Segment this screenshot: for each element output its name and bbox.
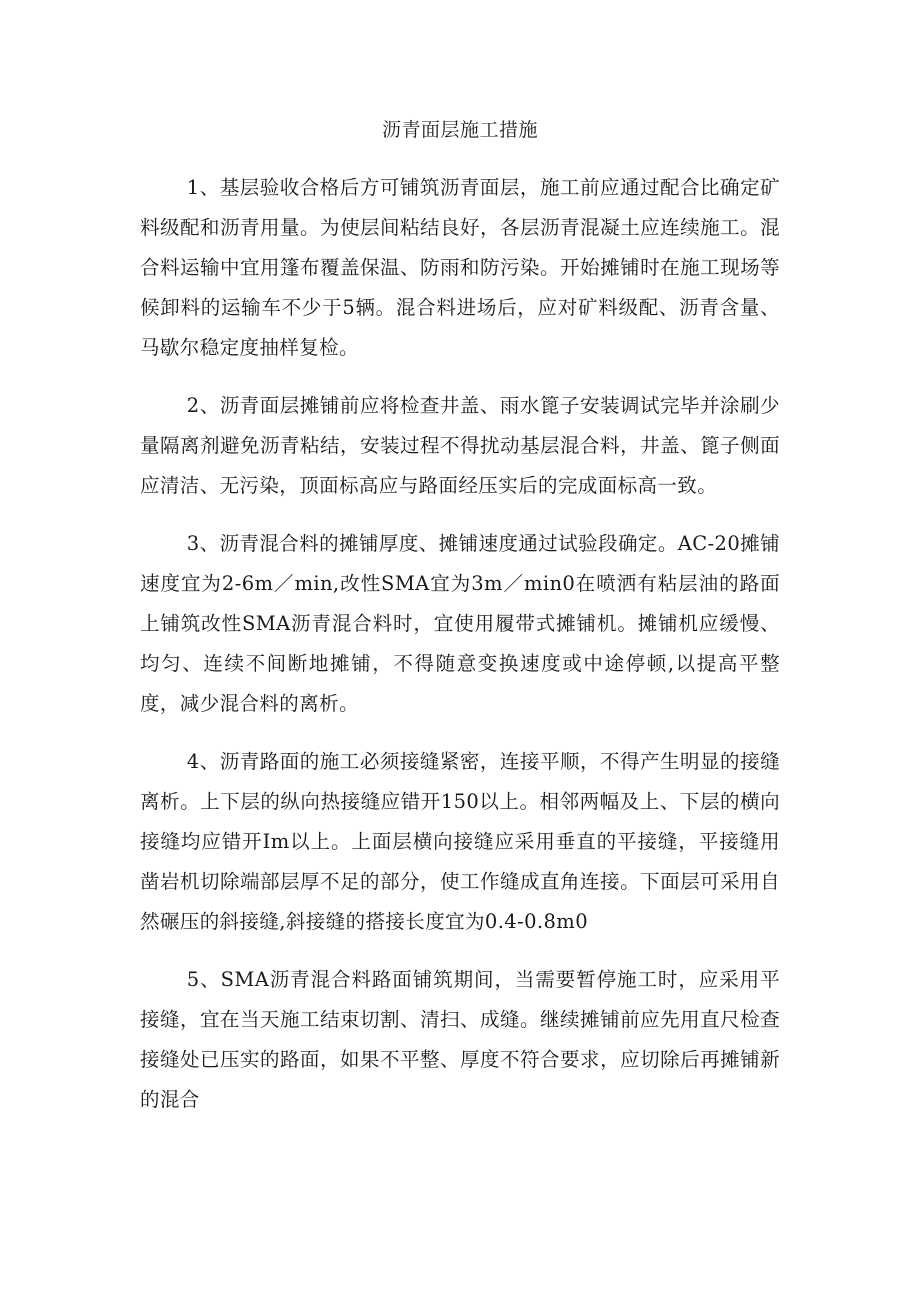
paragraph-4: 4、沥青路面的施工必须接缝紧密，连接平顺，不得产生明显的接缝离析。上下层的纵向热接缝应错开150以上。相邻两幅及上、下层的横向接缝均应错开Im以上。上面层横向接缝应采用垂直的平接缝，平接缝用凿岩机切除端部层厚不足的部分，使工作缝成直角连接。下面层可采用自然碾压的斜接缝,斜接缝的搭接长度宜为0.4-0.8m0: [140, 750, 780, 933]
paragraph-1: 1、基层验收合格后方可铺筑沥青面层，施工前应通过配合比确定矿料级配和沥青用量。为使层间粘结良好，各层沥青混凝土应连续施工。混合料运输中宜用篷布覆盖保温、防雨和防污染。开始摊铺时在施工现场等候卸料的运输车不少于5辆。混合料进场后，应对矿料级配、沥青含量、马歇尔稳定度抽样复检。: [140, 176, 780, 359]
document-body: [140, 168, 780, 1138]
paragraph-3: 3、沥青混合料的摊铺厚度、摊铺速度通过试验段确定。AC-20摊铺速度宜为2-6m／min,改性SMA宜为3m／min0在喷洒有粘层油的路面上铺筑改性SMA沥青混合料时，宜使用履带式摊铺机。摊铺机应缓慢、均匀、连续不间断地摊铺，不得随意变换速度或中途停顿,以提高平整度，减少混合料的离析。: [140, 532, 780, 715]
paragraph-2: 2、沥青面层摊铺前应将检查井盖、雨水篦子安装调试完毕并涂刷少量隔离剂避免沥青粘结，安装过程不得扰动基层混合料，井盖、篦子侧面应清洁、无污染，顶面标高应与路面经压实后的完成面标高一致。: [140, 394, 780, 497]
paragraph-5: 5、SMA沥青混合料路面铺筑期间，当需要暂停施工时，应采用平接缝，宜在当天施工结束切割、清扫、成缝。继续摊铺前应先用直尺检查接缝处已压实的路面，如果不平整、厚度不符合要求，应切除后再摊铺新的混合: [140, 968, 780, 1111]
document-title: 沥青面层施工措施: [381, 119, 538, 141]
